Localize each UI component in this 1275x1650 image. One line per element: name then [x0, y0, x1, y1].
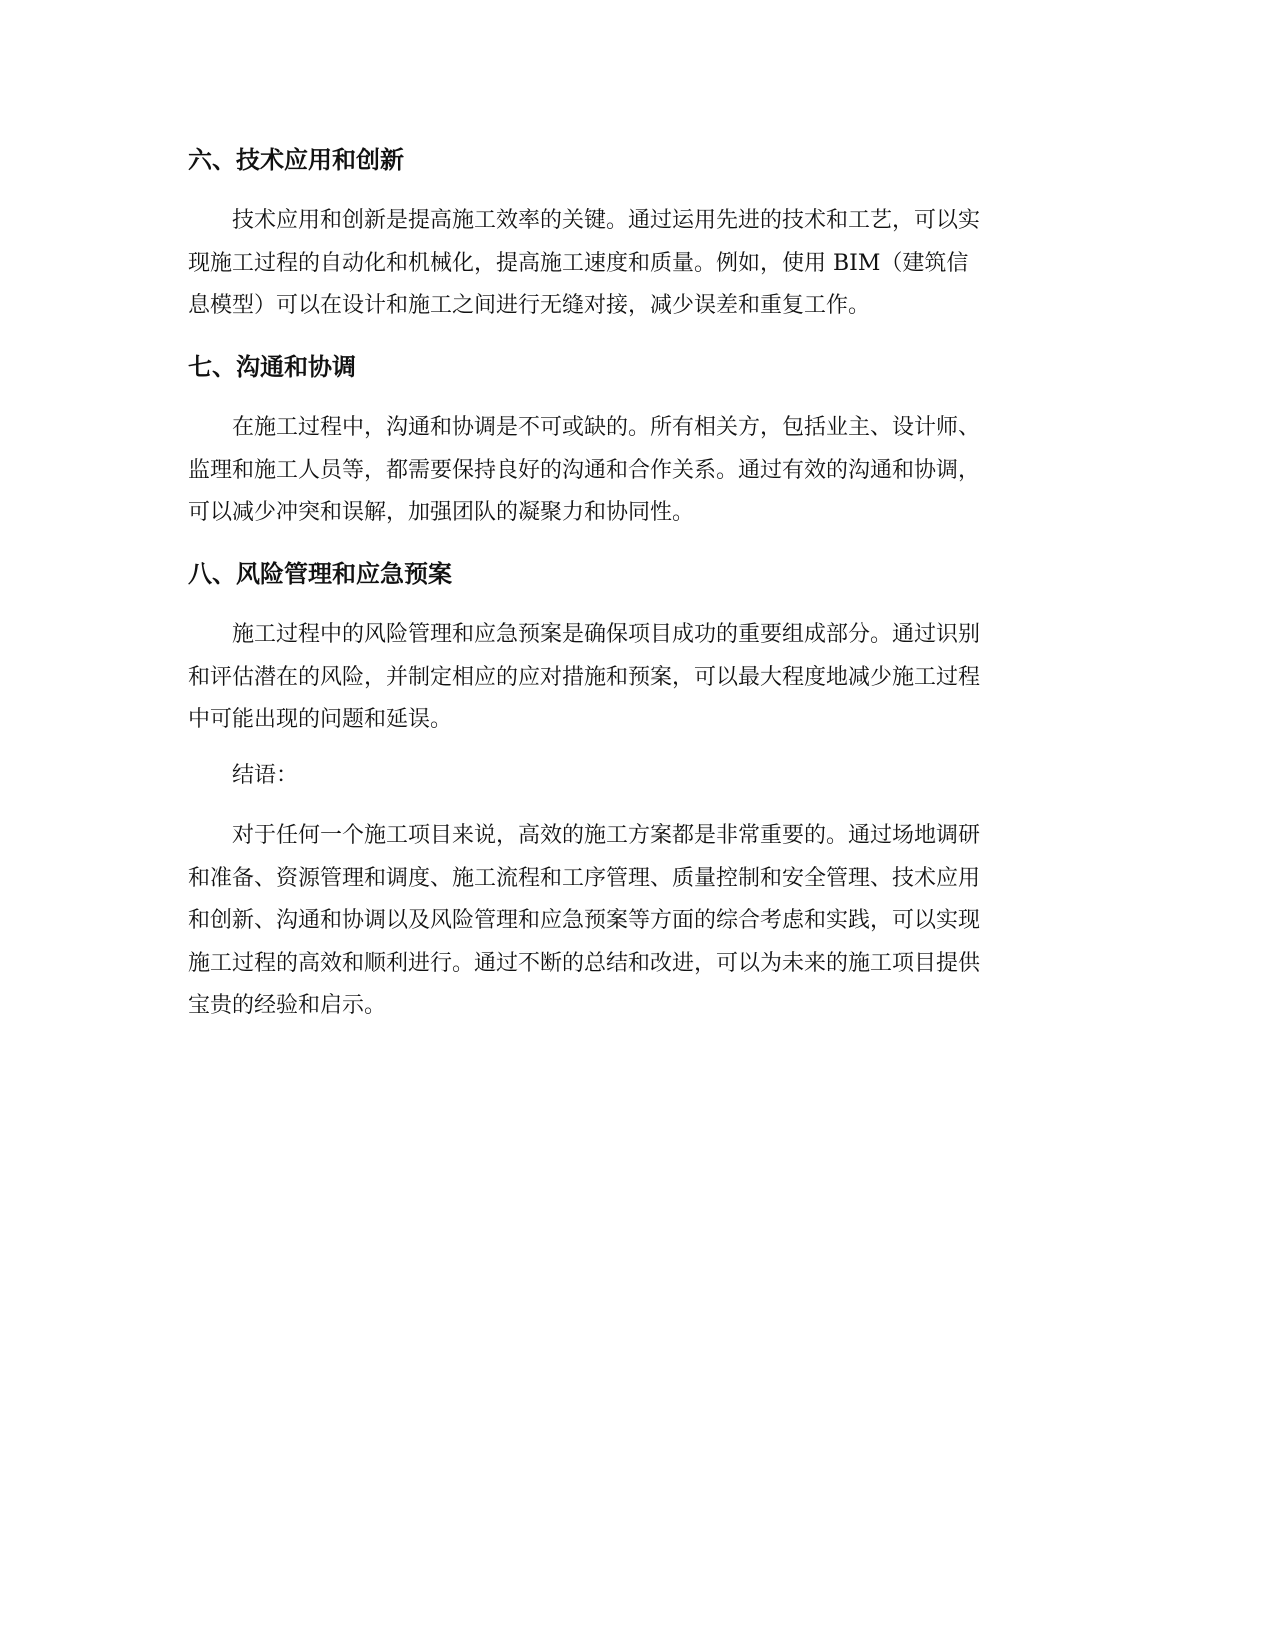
paragraph-line: 宝贵的经验和启示。: [188, 993, 387, 1018]
paragraph-line: 技术应用和创新是提高施工效率的关键。通过运用先进的技术和工艺，可以实: [232, 208, 981, 233]
conclusion-label: [188, 755, 1088, 798]
section-heading-communication: 七、沟通和协调: [188, 353, 356, 381]
section-heading-tech: 六、技术应用和创新: [188, 146, 404, 174]
paragraph-line: 现施工过程的自动化和机械化，提高施工速度和质量。例如，使用 BIM（建筑信: [188, 250, 969, 276]
paragraph-line: 和准备、资源管理和调度、施工流程和工序管理、质量控制和安全管理、技术应用: [188, 865, 981, 891]
paragraph-line: 中可能出现的问题和延误。: [188, 707, 453, 732]
paragraph-line: 和创新、沟通和协调以及风险管理和应急预案等方面的综合考虑和实践，可以实现: [188, 908, 981, 933]
paragraph-line: 和评估潜在的风险，并制定相应的应对措施和预案，可以最大程度地减少施工过程: [188, 664, 981, 690]
conclusion-paragraph: [188, 815, 1088, 1028]
paragraph-line: 对于任何一个施工项目来说，高效的施工方案都是非常重要的。通过场地调研: [232, 823, 981, 848]
section-paragraph-tech: [188, 200, 1088, 328]
paragraph-line: 施工过程的高效和顺利进行。通过不断的总结和改进，可以为未来的施工项目提供: [188, 950, 981, 976]
section-paragraph-risk: [188, 614, 1088, 742]
paragraph-line: 监理和施工人员等，都需要保持良好的沟通和合作关系。通过有效的沟通和协调，: [188, 457, 981, 483]
section-heading-risk: 八、风险管理和应急预案: [188, 560, 452, 588]
paragraph-line: 可以减少冲突和误解，加强团队的凝聚力和协同性。: [188, 500, 695, 525]
paragraph-line: 施工过程中的风险管理和应急预案是确保项目成功的重要组成部分。通过识别: [232, 622, 981, 647]
conclusion-label-text: 结语：: [232, 763, 299, 788]
section-paragraph-communication: [188, 407, 1088, 535]
paragraph-line: 息模型）可以在设计和施工之间进行无缝对接，减少误差和重复工作。: [188, 293, 871, 318]
paragraph-line: 在施工过程中，沟通和协调是不可或缺的。所有相关方，包括业主、设计师、: [232, 415, 981, 440]
